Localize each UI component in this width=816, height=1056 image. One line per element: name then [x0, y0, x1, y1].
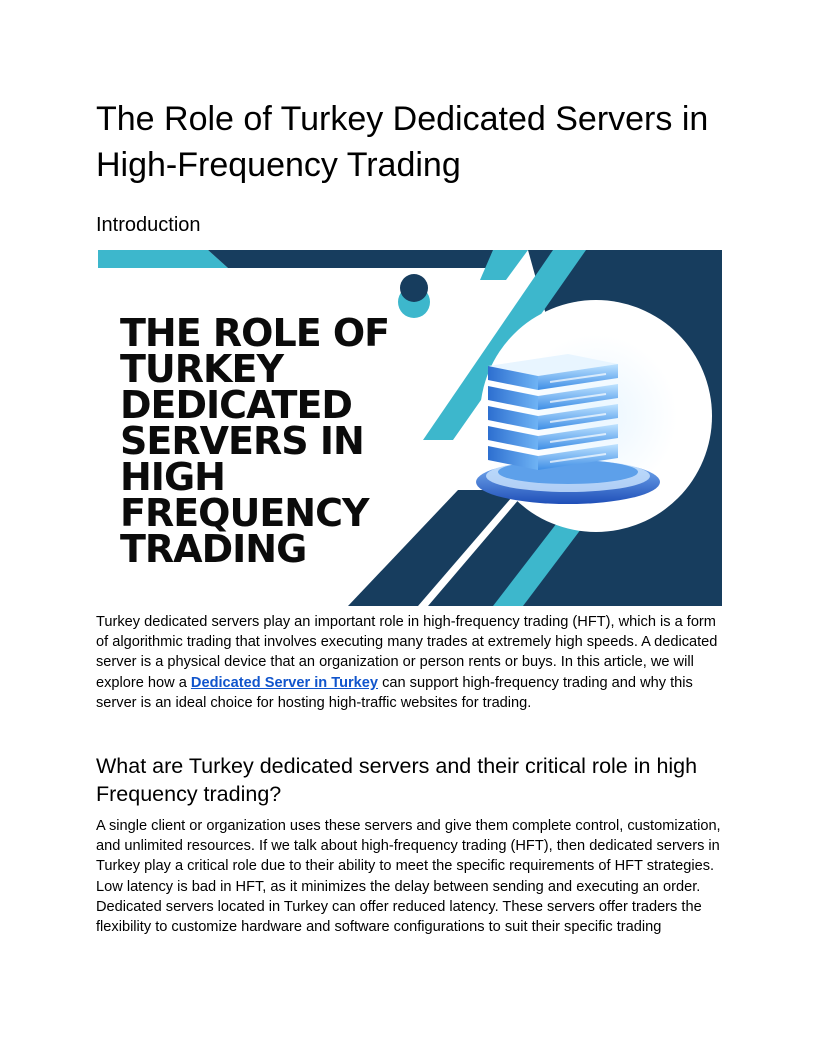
document-title: The Role of Turkey Dedicated Servers in High-Frequency Trading — [96, 100, 709, 184]
intro-paragraph — [96, 612, 722, 713]
section-body — [96, 816, 722, 937]
banner-text-line-1: THE ROLE OF — [120, 311, 390, 355]
dedicated-server-turkey-link[interactable]: Dedicated Server in Turkey — [190, 674, 379, 691]
decorative-dot-navy — [400, 274, 428, 302]
banner-top-teal-band — [98, 250, 228, 268]
banner-text-line-6: FREQUENCY — [120, 491, 369, 535]
hero-banner-image — [98, 250, 722, 606]
intro-text-after-link: can support high-frequency trading and why this server is an ideal choice for hosting high-traffic websites for trading. — [96, 674, 693, 711]
banner-text-line-4: SERVERS IN — [120, 419, 364, 463]
banner-text-line-3: DEDICATED — [120, 383, 352, 427]
banner-title-text — [120, 311, 389, 571]
banner-top-navy-band — [208, 250, 508, 268]
banner-text-line-5: HIGH — [120, 455, 225, 499]
banner-text-line-7: TRADING — [120, 527, 307, 571]
section-paragraph-1: A single client or organization uses these servers and give them complete control, customization, and unlimited resources. If we talk about high-frequency trading (HFT), then dedicated servers in Turkey play a critical role due to their ability to meet the specific requirements of HFT strategies. — [96, 818, 721, 875]
intro-heading: Introduction — [96, 214, 201, 236]
intro-text-before-link: Turkey dedicated servers play an important role in high-frequency trading (HFT), which is a form of algorithmic trading that involves executing many trades at extremely high speeds. A dedicated server is a physical device that an organization or person rents or buys. In this article, we will explore how a — [96, 614, 718, 691]
section-heading: What are Turkey dedicated servers and their critical role in high Frequency trading? — [96, 754, 698, 806]
section-paragraph-2: Low latency is bad in HFT, as it minimizes the delay between sending and executing an order. Dedicated servers located in Turkey can offer reduced latency. These servers offer traders the flexibility to customize hardware and software configurations to suit their specific trading — [96, 878, 702, 936]
banner-text-line-2: TURKEY — [120, 347, 283, 391]
